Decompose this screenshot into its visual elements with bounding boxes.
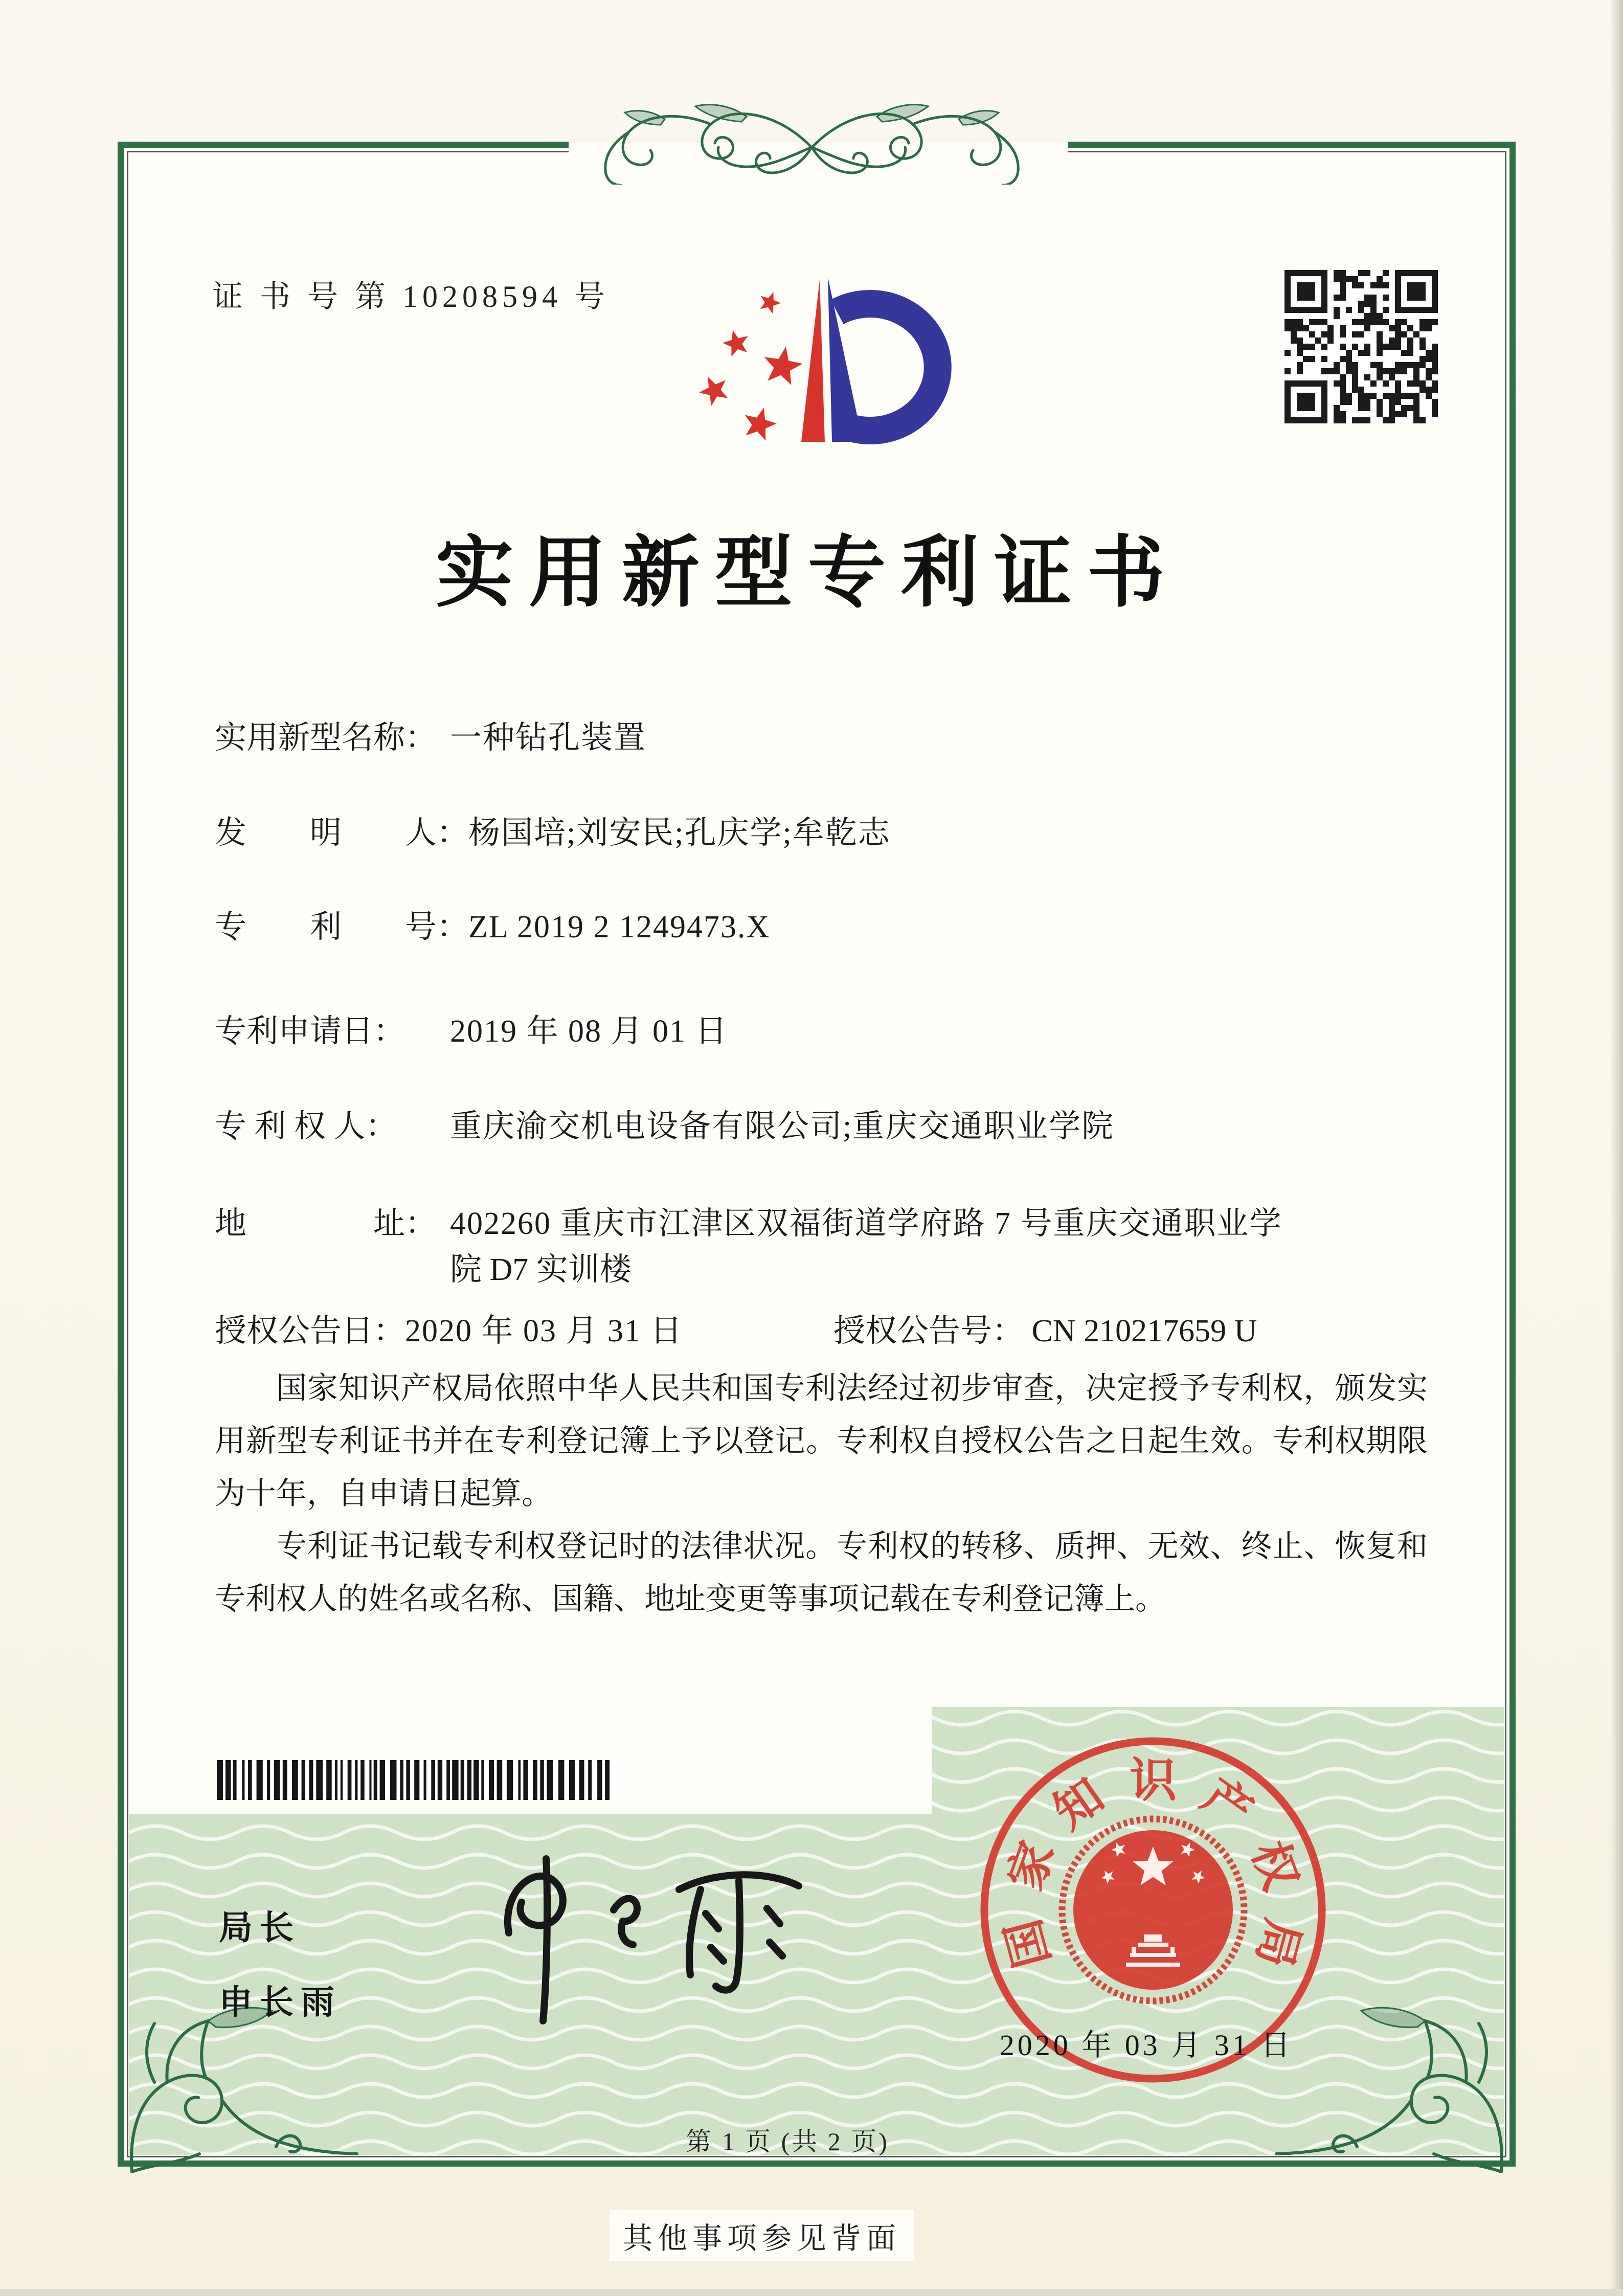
field-label: 地 址： — [215, 1206, 437, 1241]
field-row-grant-date — [215, 1305, 683, 1350]
director-signature — [460, 1826, 849, 2035]
page-scan-edge — [1610, 0, 1623, 2296]
field-row-address — [215, 1198, 1282, 1243]
page-indicator: 第 1 页 (共 2 页) — [686, 2127, 889, 2156]
svg-text:识: 识 — [1129, 1754, 1177, 1807]
field-row-patentee — [215, 1100, 1114, 1146]
national-emblem-icon — [1062, 1819, 1244, 2001]
field-value: CN 210217659 U — [1031, 1314, 1257, 1348]
field-label: 实用新型名称： — [215, 721, 437, 755]
svg-text:国: 国 — [997, 1914, 1060, 1973]
field-value: ZL 2019 2 1249473.X — [468, 910, 771, 944]
field-row-patent-no — [215, 901, 770, 947]
seal-date: 2020 年 03 月 31 日 — [999, 2029, 1294, 2062]
certificate-number: 证 书 号 第 10208594 号 — [212, 280, 610, 313]
field-label: 专利申请日： — [215, 1014, 405, 1049]
svg-text:局: 局 — [1247, 1914, 1310, 1973]
director-name: 申长雨 — [219, 1983, 342, 2021]
field-label: 专 利 权 人： — [215, 1109, 397, 1144]
field-value: 杨国培;刘安民;孔庆学;牟乾志 — [468, 816, 891, 850]
dragon-ornament-top-icon — [562, 95, 1061, 185]
svg-text:产: 产 — [1193, 1769, 1262, 1839]
cnipa-patent-logo-icon — [683, 252, 959, 456]
field-row-inventors — [215, 807, 891, 852]
svg-text:权: 权 — [1242, 1834, 1308, 1897]
director-title: 局长 — [219, 1908, 301, 1946]
field-value: 重庆渝交机电设备有限公司;重庆交通职业学院 — [450, 1109, 1115, 1144]
field-row-grant-no — [833, 1305, 1257, 1350]
qr-code — [1284, 270, 1438, 423]
field-row-filing-date — [215, 1005, 728, 1051]
certificate-title: 实用新型专利证书 — [436, 529, 1180, 616]
field-value: 一种钻孔装置 — [450, 721, 647, 755]
field-label: 授权公告日： — [215, 1314, 405, 1348]
statutory-paragraph-2: 专利证书记载专利权登记时的法律状况。专利权的转移、质押、无效、终止、恢复和专利权人的姓名或名称、国籍、地址变更等事项记载在专利登记簿上。 — [215, 1529, 1428, 1616]
field-label: 发 明 人： — [215, 816, 469, 850]
field-row-name — [215, 712, 646, 757]
barcode — [216, 1758, 621, 1802]
field-label: 专 利 号： — [215, 910, 469, 944]
field-value: 2020 年 03 月 31 日 — [405, 1314, 683, 1348]
svg-text:家: 家 — [999, 1834, 1064, 1897]
statutory-text — [215, 1362, 1428, 1626]
svg-text:知: 知 — [1044, 1769, 1113, 1839]
back-side-note: 其他事项参见背面 — [610, 2210, 914, 2261]
field-value: 2019 年 08 月 01 日 — [450, 1014, 728, 1049]
field-label: 授权公告号： — [833, 1314, 1024, 1348]
field-value: 402260 重庆市江津区双福街道学府路 7 号重庆交通职业学 — [450, 1206, 1282, 1241]
field-value-address-line2: 院 D7 实训楼 — [450, 1252, 632, 1287]
page-scan-edge-bottom — [0, 2289, 1623, 2296]
corner-ornament-left-icon — [123, 2000, 368, 2174]
statutory-paragraph-1: 国家知识产权局依照中华人民共和国专利法经过初步审查，决定授予专利权，颁发实用新型专利证书并在专利登记簿上予以登记。专利权自授权公告之日起生效。专利权期限为十年，自申请日起算。 — [215, 1371, 1428, 1511]
